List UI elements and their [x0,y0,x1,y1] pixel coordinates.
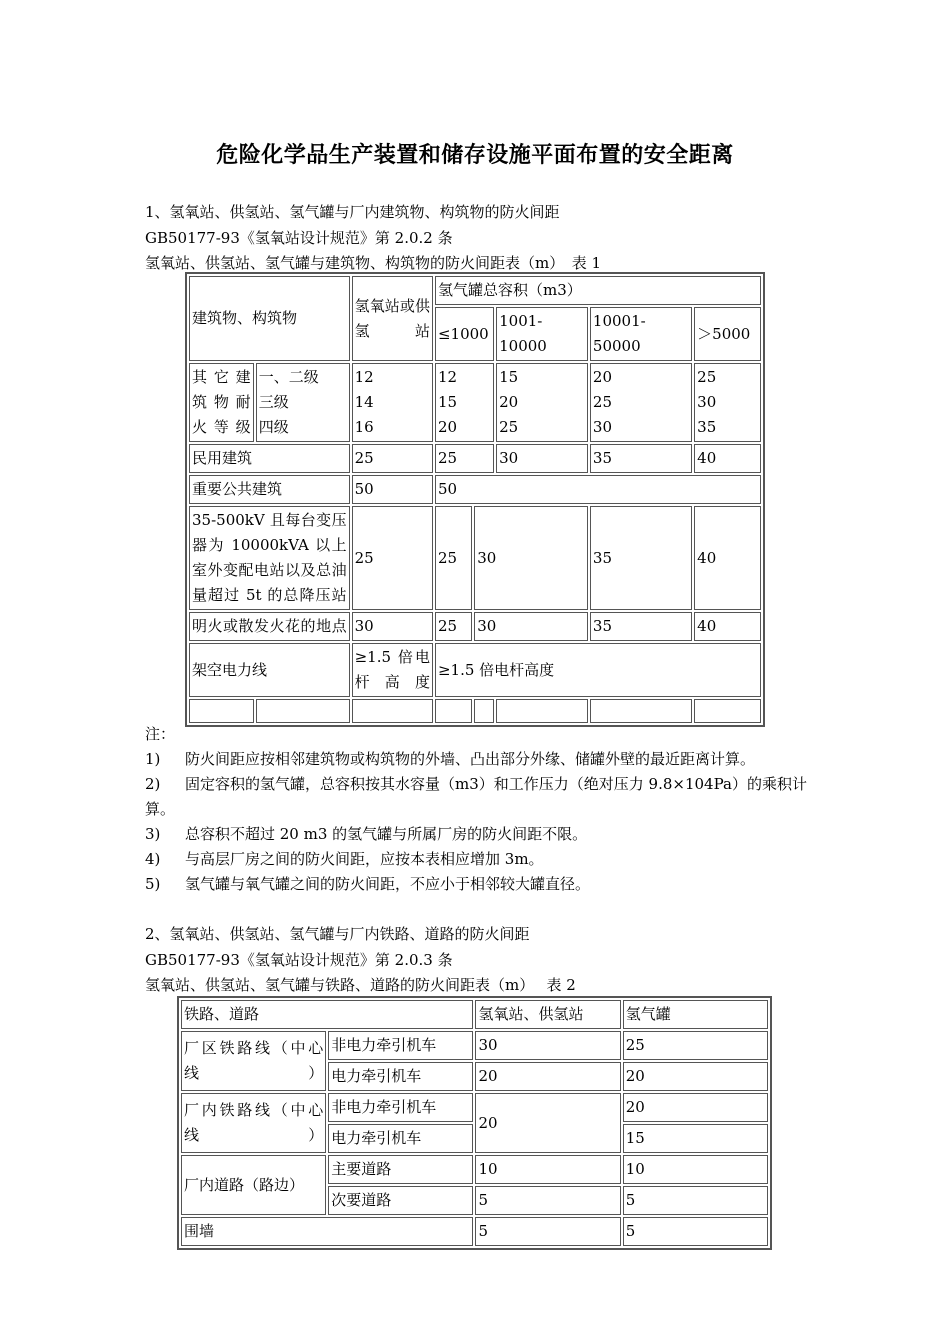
table-row [181,1217,768,1246]
grade-cap4-values [694,363,761,442]
header-station: 氢氧站、供氢站 [475,1000,620,1029]
note-number: 5) [145,875,161,893]
section1-standard: GB50177-93《氢氧站设计规范》第 2.0.2 条 [145,229,453,247]
value: 20 [592,368,613,386]
fire-distance-table-2 [177,996,772,1250]
civil-cap2: 30 [496,444,588,473]
value: 12 [354,368,374,386]
header-tank-volume: 氢气罐总容积（m3） [435,276,761,305]
header-station: 氢氧站或供氢站 [352,276,433,361]
value: 14 [354,393,374,411]
wall-label: 围墙 [181,1217,473,1246]
table-row [189,643,761,697]
value: 30 [697,393,717,411]
rail-inner-label: 厂内铁路线（中心线） [181,1093,326,1153]
note-item [145,747,815,772]
note-item [145,772,815,822]
header-cap-4: ＞5000 [694,307,761,361]
value: 25 [499,418,519,436]
main-road-tank: 10 [623,1155,768,1184]
note-number: 1) [145,750,161,768]
civil-cap1: 25 [435,444,494,473]
powerline-tank: ≥1.5 倍电杆高度 [435,643,761,697]
substation-station: 25 [352,506,433,610]
inner-e-tank: 15 [623,1124,768,1153]
public-station: 50 [352,475,433,504]
note-text: 与高层厂房之间的防火间距，应按本表相应增加 3m。 [185,850,544,868]
empty-cell [496,699,588,723]
zone-e-station: 20 [475,1062,620,1091]
table-row-empty [189,699,761,723]
substation-cap4: 40 [694,506,761,610]
notes-label: 注： [145,725,176,743]
inner-ne-tank: 20 [623,1093,768,1122]
value: 15 [499,368,519,386]
electric-label: 电力牵引机车 [328,1062,473,1091]
note-item [145,847,815,872]
value: 12 [437,368,458,386]
section1-heading: 1、氢氧站、供氢站、氢气罐与厂内建筑物、构筑物的防火间距 [145,203,560,221]
civil-cap3: 35 [590,444,692,473]
civil-label: 民用建筑 [189,444,350,473]
minor-road-station: 5 [475,1186,620,1215]
grade-station-values [352,363,433,442]
table-row [189,363,761,442]
table1-caption: 氢氧站、供氢站、氢气罐与建筑物、构筑物的防火间距表（m） 表 1 [145,254,602,272]
fire-spot-cap1: 25 [435,612,472,641]
fire-spot-cap3: 35 [590,612,692,641]
empty-cell [352,699,433,723]
note-text: 氢气罐与氧气罐之间的防火间距，不应小于相邻较大罐直径。 [185,875,591,893]
table-row [189,506,761,610]
fire-spot-cap2: 30 [474,612,588,641]
civil-station: 25 [352,444,433,473]
header-building: 建筑物、构筑物 [189,276,350,361]
substation-cap1: 25 [435,506,472,610]
grade-3: 三级 [258,393,289,411]
empty-cell [435,699,472,723]
note-number: 3) [145,825,161,843]
header-cap-1: ≤1000 [435,307,494,361]
fire-distance-table-1 [185,272,765,727]
empty-cell [694,699,761,723]
note-text: 总容积不超过 20 m3 的氢气罐与所属厂房的防火间距不限。 [185,825,588,843]
inner-station: 20 [475,1093,620,1153]
fire-spot-station: 30 [352,612,433,641]
minor-road-label: 次要道路 [328,1186,473,1215]
note-number: 4) [145,850,161,868]
note-item [145,872,815,897]
header-road: 铁路、道路 [181,1000,473,1029]
table-row [189,444,761,473]
header-cap-3: 10001-50000 [590,307,692,361]
section2-heading: 2、氢氧站、供氢站、氢气罐与厂内铁路、道路的防火间距 [145,925,530,943]
value: 20 [499,393,519,411]
value: 25 [697,368,717,386]
non-electric-label: 非电力牵引机车 [328,1093,473,1122]
grade-cap2-values [496,363,588,442]
public-label: 重要公共建筑 [189,475,350,504]
powerline-station: ≥1.5 倍电杆高度 [352,643,433,697]
table-row [181,1155,768,1184]
note-number: 2) [145,775,161,793]
fire-spot-label: 明火或散发火花的地点 [189,612,350,641]
empty-cell [189,699,254,723]
table-row [189,475,761,504]
substation-cap3: 35 [590,506,692,610]
empty-cell [590,699,692,723]
civil-cap4: 40 [694,444,761,473]
value: 25 [592,393,613,411]
main-road-label: 主要道路 [328,1155,473,1184]
note-item [145,822,815,847]
value: 35 [697,418,717,436]
header-tank: 氢气罐 [623,1000,768,1029]
value: 20 [437,418,458,436]
table-row [181,1031,768,1060]
minor-road-tank: 5 [623,1186,768,1215]
substation-cap2: 30 [474,506,588,610]
electric-label: 电力牵引机车 [328,1124,473,1153]
empty-cell [256,699,350,723]
substation-label: 35-500kV 且每台变压器为 10000kVA 以上室外变配电站以及总油量超过 5t 的总降压站 [189,506,350,610]
table-header-row [181,1000,768,1029]
rail-zone-label: 厂区铁路线（中心线） [181,1031,326,1091]
powerline-label: 架空电力线 [189,643,350,697]
value: 15 [437,393,458,411]
section2-standard: GB50177-93《氢氧站设计规范》第 2.0.3 条 [145,951,453,969]
note-text: 防火间距应按相邻建筑物或构筑物的外墙、凸出部分外缘、储罐外壁的最近距离计算。 [185,750,756,768]
wall-station: 5 [475,1217,620,1246]
note-text: 固定容积的氢气罐，总容积按其水容量（m3）和工作压力（绝对压力 9.8×104Pa）的乘积计算。 [145,775,807,818]
fire-spot-cap4: 40 [694,612,761,641]
road-label: 厂内道路（路边） [181,1155,326,1215]
zone-ne-station: 30 [475,1031,620,1060]
wall-tank: 5 [623,1217,768,1246]
header-cap-2: 1001-10000 [496,307,588,361]
zone-ne-tank: 25 [623,1031,768,1060]
public-tank: 50 [435,475,761,504]
grade-4: 四级 [258,418,289,436]
table-row [189,612,761,641]
grade-1-2: 一、二级 [258,368,319,386]
empty-cell [474,699,494,723]
fire-grade-cell [256,363,350,442]
value: 30 [592,418,613,436]
page-title: 危险化学品生产装置和储存设施平面布置的安全距离 [216,142,734,168]
grade-cap3-values [590,363,692,442]
fire-rating-group: 其它建筑物耐火等级 [189,363,254,442]
non-electric-label: 非电力牵引机车 [328,1031,473,1060]
zone-e-tank: 20 [623,1062,768,1091]
grade-cap1-values [435,363,494,442]
value: 16 [354,418,374,436]
main-road-station: 10 [475,1155,620,1184]
table-row [181,1093,768,1122]
table2-caption: 氢氧站、供氢站、氢气罐与铁路、道路的防火间距表（m） 表 2 [145,976,576,994]
